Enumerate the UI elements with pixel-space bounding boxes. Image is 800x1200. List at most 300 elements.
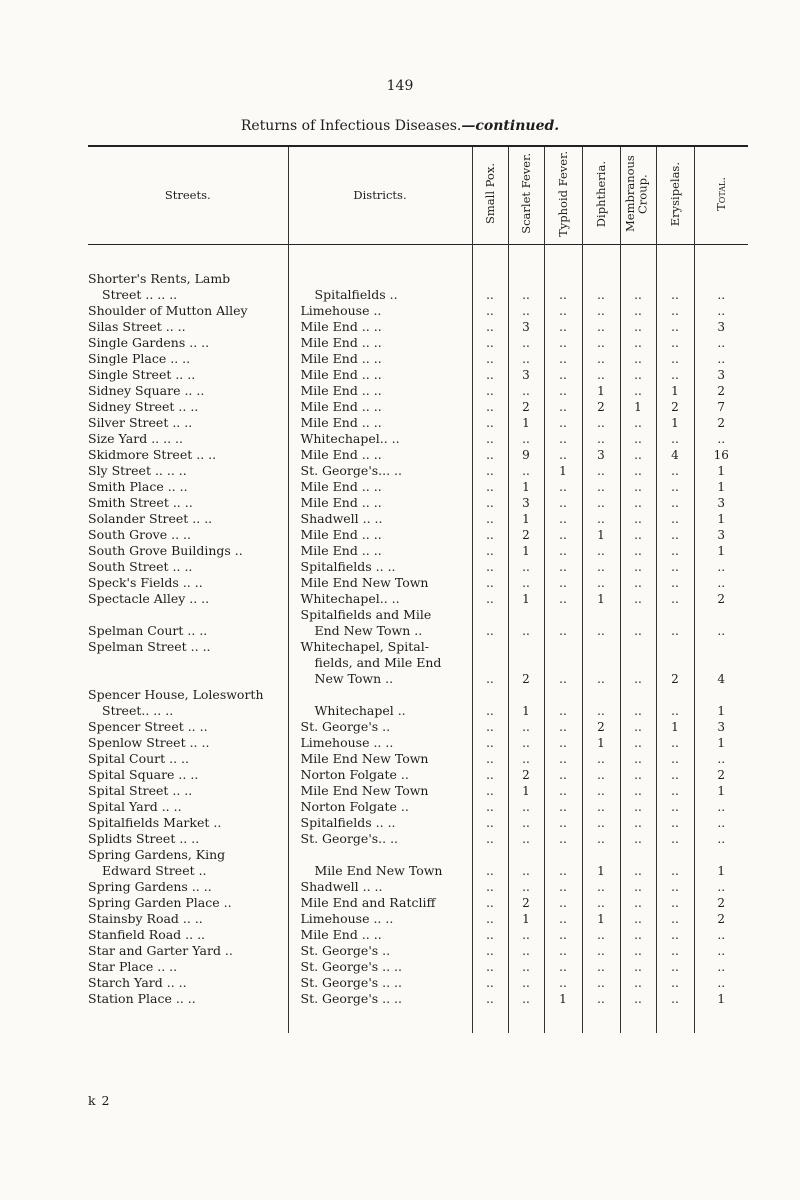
street-cell [88,495,288,511]
table-row [88,911,748,927]
diphtheria-cell: 2 [582,719,620,735]
typhoid-fever-cell: .. [544,639,582,687]
total-cell: 1 [694,543,748,559]
typhoid-fever-cell: .. [544,607,582,639]
membranous-croup-cell: .. [620,751,656,767]
district-cell [288,639,472,687]
district-cell [288,895,472,911]
district-cell [288,591,472,607]
table-row [88,591,748,607]
table-row [88,927,748,943]
typhoid-fever-cell: .. [544,319,582,335]
district-line: Mile End New Town [300,782,429,798]
district-cell [288,959,472,975]
membranous-croup-cell: .. [620,783,656,799]
street-line: Spectacle Alley .. .. [88,590,210,606]
typhoid-fever-cell: .. [544,527,582,543]
diphtheria-cell: .. [582,879,620,895]
membranous-croup-cell: .. [620,991,656,1007]
district-line: New Town .. [314,670,394,686]
district-line: Mile End .. .. [300,350,382,366]
small-pox-cell: .. [472,511,508,527]
erysipelas-cell: .. [656,591,694,607]
diphtheria-cell: .. [582,575,620,591]
table-row [88,319,748,335]
erysipelas-cell: .. [656,879,694,895]
membranous-croup-cell: .. [620,463,656,479]
erysipelas-cell: .. [656,799,694,815]
header-small-pox [472,146,508,244]
erysipelas-cell: .. [656,991,694,1007]
district-cell [288,575,472,591]
street-line: Spelman Court .. .. [88,622,208,638]
district-line: End New Town .. [314,622,423,638]
district-line: Whitechapel, Spital- [300,638,429,654]
street-line: Starch Yard .. .. [88,974,187,990]
typhoid-fever-cell: .. [544,767,582,783]
total-cell: 1 [694,511,748,527]
small-pox-cell: .. [472,463,508,479]
small-pox-cell: .. [472,799,508,815]
total-cell: 4 [694,639,748,687]
diphtheria-cell: .. [582,959,620,975]
street-cell [88,367,288,383]
small-pox-cell: .. [472,575,508,591]
total-cell: .. [694,303,748,319]
street-cell [88,719,288,735]
district-line [301,687,472,703]
spacer-row [88,244,748,271]
street-line: Silver Street .. .. [88,414,193,430]
membranous-croup-cell: .. [620,959,656,975]
total-cell: 3 [694,719,748,735]
typhoid-fever-cell: .. [544,735,582,751]
street-line: Speck's Fields .. .. [88,574,203,590]
membranous-croup-cell: .. [620,831,656,847]
table-row [88,687,748,719]
membranous-croup-cell: .. [620,351,656,367]
diphtheria-cell: .. [582,975,620,991]
diphtheria-cell: .. [582,895,620,911]
street-cell [88,511,288,527]
scarlet-fever-cell: 1 [508,687,544,719]
small-pox-cell: .. [472,639,508,687]
street-cell [88,591,288,607]
typhoid-fever-cell: .. [544,447,582,463]
street-cell [88,975,288,991]
erysipelas-cell: .. [656,335,694,351]
district-cell [288,415,472,431]
membranous-croup-cell: .. [620,687,656,719]
typhoid-fever-cell: .. [544,335,582,351]
table-row [88,351,748,367]
table-row [88,735,748,751]
membranous-croup-cell: 1 [620,399,656,415]
small-pox-cell: .. [472,783,508,799]
street-line: Solander Street .. .. [88,510,213,526]
total-cell: .. [694,927,748,943]
typhoid-fever-cell: .. [544,399,582,415]
table-row [88,751,748,767]
table-row [88,783,748,799]
street-line: Spencer Street .. .. [88,718,208,734]
district-cell [288,463,472,479]
small-pox-cell: .. [472,959,508,975]
scarlet-fever-cell: 1 [508,415,544,431]
small-pox-cell: .. [472,927,508,943]
district-cell [288,367,472,383]
typhoid-fever-cell: .. [544,479,582,495]
street-line: Smith Street .. .. [88,494,193,510]
erysipelas-cell: .. [656,895,694,911]
total-cell: 2 [694,767,748,783]
district-line: fields, and Mile End [314,654,442,670]
scarlet-fever-cell: 3 [508,319,544,335]
scarlet-fever-cell: 2 [508,895,544,911]
street-line: Sidney Square .. .. [88,382,205,398]
district-cell [288,943,472,959]
table-row [88,719,748,735]
table-row [88,639,748,687]
district-cell [288,799,472,815]
street-line: Spital Street .. .. [88,782,193,798]
total-cell: 1 [694,687,748,719]
street-line: Star and Garter Yard .. [88,942,233,958]
scarlet-fever-cell: 9 [508,447,544,463]
scarlet-fever-cell: .. [508,303,544,319]
street-cell [88,879,288,895]
table-row [88,511,748,527]
district-line: Spitalfields .. .. [300,814,396,830]
district-cell [288,607,472,639]
scarlet-fever-cell: .. [508,943,544,959]
membranous-croup-cell: .. [620,639,656,687]
header-streets: Streets. [164,188,211,203]
typhoid-fever-cell: .. [544,975,582,991]
total-cell: .. [694,943,748,959]
street-cell [88,639,288,687]
erysipelas-cell: .. [656,559,694,575]
membranous-croup-cell: .. [620,543,656,559]
erysipelas-cell: .. [656,847,694,879]
typhoid-fever-cell: .. [544,367,582,383]
typhoid-fever-cell: .. [544,799,582,815]
typhoid-fever-cell: .. [544,943,582,959]
street-line: Spenlow Street .. .. [88,734,210,750]
scarlet-fever-cell: .. [508,335,544,351]
table-row [88,399,748,415]
district-cell [288,511,472,527]
scarlet-fever-cell: .. [508,431,544,447]
diphtheria-cell: .. [582,831,620,847]
scarlet-fever-cell: 2 [508,527,544,543]
typhoid-fever-cell: .. [544,591,582,607]
street-line: Spital Square .. .. [88,766,199,782]
membranous-croup-cell: .. [620,575,656,591]
membranous-croup-cell: .. [620,447,656,463]
total-cell: 2 [694,383,748,399]
table-row [88,767,748,783]
scarlet-fever-cell: .. [508,271,544,303]
street-line: Single Place .. .. [88,350,191,366]
header-erysipelas-label: Erysipelas. [667,161,682,226]
small-pox-cell: .. [472,495,508,511]
street-line: Single Street .. .. [88,366,196,382]
scarlet-fever-cell: 1 [508,479,544,495]
street-cell [88,543,288,559]
small-pox-cell: .. [472,479,508,495]
street-cell [88,319,288,335]
district-cell [288,543,472,559]
header-small-pox-label: Small Pox. [482,163,497,225]
table-row [88,271,748,303]
scarlet-fever-cell: 3 [508,367,544,383]
erysipelas-cell: .. [656,319,694,335]
typhoid-fever-cell: 1 [544,991,582,1007]
total-cell: 3 [694,527,748,543]
district-line [301,271,472,287]
typhoid-fever-cell: .. [544,559,582,575]
street-cell [88,479,288,495]
small-pox-cell: .. [472,447,508,463]
street-cell [88,799,288,815]
district-cell [288,399,472,415]
diphtheria-cell: .. [582,783,620,799]
table-body [88,244,748,1033]
district-cell [288,783,472,799]
small-pox-cell: .. [472,543,508,559]
table-row [88,431,748,447]
district-line: Mile End New Town [314,862,443,878]
small-pox-cell: .. [472,719,508,735]
street-line: Spitalfields Market .. [88,814,222,830]
erysipelas-cell: .. [656,367,694,383]
table-header [88,146,748,244]
small-pox-cell: .. [472,303,508,319]
erysipelas-cell: .. [656,735,694,751]
membranous-croup-cell: .. [620,767,656,783]
scarlet-fever-cell: .. [508,735,544,751]
district-cell [288,927,472,943]
erysipelas-cell: .. [656,351,694,367]
membranous-croup-cell: .. [620,879,656,895]
typhoid-fever-cell: .. [544,831,582,847]
small-pox-cell: .. [472,767,508,783]
diphtheria-cell: .. [582,303,620,319]
small-pox-cell: .. [472,351,508,367]
diphtheria-cell: .. [582,751,620,767]
page-signature: k 2 [88,1093,111,1108]
district-line: Mile End .. .. [300,366,382,382]
erysipelas-cell: .. [656,975,694,991]
scarlet-fever-cell: .. [508,959,544,975]
scarlet-fever-cell: 1 [508,783,544,799]
scarlet-fever-cell: .. [508,831,544,847]
scarlet-fever-cell: 2 [508,767,544,783]
diphtheria-cell: .. [582,943,620,959]
erysipelas-cell: 4 [656,447,694,463]
membranous-croup-cell: .. [620,527,656,543]
street-line: Stainsby Road .. .. [88,910,203,926]
district-cell [288,351,472,367]
membranous-croup-cell: .. [620,943,656,959]
table-row [88,415,748,431]
district-line: Mile End .. .. [300,414,382,430]
diphtheria-cell: 1 [582,591,620,607]
small-pox-cell: .. [472,911,508,927]
membranous-croup-cell: .. [620,431,656,447]
membranous-croup-cell: .. [620,479,656,495]
street-cell [88,831,288,847]
total-cell: .. [694,431,748,447]
diphtheria-cell: .. [582,927,620,943]
scarlet-fever-cell: .. [508,815,544,831]
table-row [88,463,748,479]
street-cell [88,271,288,303]
street-line: Skidmore Street .. .. [88,446,217,462]
table-row [88,991,748,1007]
scarlet-fever-cell: 1 [508,591,544,607]
typhoid-fever-cell: .. [544,895,582,911]
district-line: St. George's.. .. [300,830,399,846]
erysipelas-cell: .. [656,607,694,639]
district-cell [288,495,472,511]
small-pox-cell: .. [472,751,508,767]
total-cell: 1 [694,783,748,799]
total-cell: .. [694,959,748,975]
erysipelas-cell: 1 [656,415,694,431]
street-line: Size Yard .. .. .. [88,430,183,446]
typhoid-fever-cell: .. [544,495,582,511]
district-cell [288,831,472,847]
diphtheria-cell: .. [582,767,620,783]
infectious-diseases-table [88,145,748,1033]
total-cell: 2 [694,415,748,431]
diphtheria-cell: .. [582,495,620,511]
street-cell [88,959,288,975]
table-row [88,879,748,895]
erysipelas-cell: .. [656,831,694,847]
district-cell [288,767,472,783]
table-row [88,815,748,831]
page-title [0,118,800,134]
table-row [88,831,748,847]
district-cell [288,271,472,303]
total-cell: .. [694,815,748,831]
small-pox-cell: .. [472,431,508,447]
street-cell [88,431,288,447]
street-line: Spital Court .. .. [88,750,189,766]
small-pox-cell: .. [472,383,508,399]
street-cell [88,767,288,783]
header-total-label: Total. [713,176,728,211]
district-cell [288,991,472,1007]
diphtheria-cell: .. [582,815,620,831]
membranous-croup-cell: .. [620,367,656,383]
street-cell [88,911,288,927]
district-line: Shadwell .. .. [300,510,383,526]
district-cell [288,975,472,991]
diphtheria-cell: .. [582,991,620,1007]
erysipelas-cell: 2 [656,399,694,415]
total-cell: 3 [694,319,748,335]
district-line: St. George's .. .. [300,958,403,974]
street-cell [88,527,288,543]
street-line: Silas Street .. .. [88,318,186,334]
total-cell: 1 [694,479,748,495]
district-line: Whitechapel.. .. [300,590,400,606]
total-cell: 1 [694,735,748,751]
district-line: Spitalfields .. [314,286,398,302]
table-row [88,447,748,463]
membranous-croup-cell: .. [620,495,656,511]
table-row [88,799,748,815]
street-line: Sly Street .. .. .. [88,462,187,478]
small-pox-cell: .. [472,847,508,879]
membranous-croup-cell: .. [620,319,656,335]
district-line: Spitalfields and Mile [300,606,432,622]
diphtheria-cell: .. [582,639,620,687]
membranous-croup-cell: .. [620,815,656,831]
total-cell: .. [694,879,748,895]
membranous-croup-cell: .. [620,335,656,351]
small-pox-cell: .. [472,831,508,847]
street-line: Street .. .. .. [102,286,178,302]
district-cell [288,847,472,879]
total-cell: .. [694,559,748,575]
total-cell: 3 [694,495,748,511]
district-cell [288,447,472,463]
diphtheria-cell: .. [582,687,620,719]
district-line: Mile End New Town [300,574,429,590]
street-line: South Grove .. .. [88,526,191,542]
membranous-croup-cell: .. [620,847,656,879]
scarlet-fever-cell: .. [508,847,544,879]
small-pox-cell: .. [472,943,508,959]
district-line: Mile End .. .. [300,542,382,558]
diphtheria-cell: 1 [582,911,620,927]
typhoid-fever-cell: .. [544,751,582,767]
membranous-croup-cell: .. [620,911,656,927]
street-line: Spring Garden Place .. [88,894,232,910]
district-cell [288,303,472,319]
total-cell: 2 [694,591,748,607]
street-cell [88,303,288,319]
typhoid-fever-cell: .. [544,719,582,735]
erysipelas-cell: .. [656,767,694,783]
district-line: Mile End New Town [300,750,429,766]
street-line: Street.. .. .. [102,702,174,718]
street-cell [88,383,288,399]
typhoid-fever-cell: .. [544,303,582,319]
district-cell [288,479,472,495]
diphtheria-cell: .. [582,511,620,527]
street-line [88,655,284,671]
header-scarlet-fever [508,146,544,244]
erysipelas-cell: .. [656,911,694,927]
total-cell: 16 [694,447,748,463]
scarlet-fever-cell: .. [508,991,544,1007]
district-line: Mile End and Ratcliff [300,894,436,910]
scarlet-fever-cell: 3 [508,495,544,511]
total-cell: .. [694,351,748,367]
erysipelas-cell: .. [656,527,694,543]
diphtheria-cell: 3 [582,447,620,463]
total-cell: .. [694,799,748,815]
street-line: Station Place .. .. [88,990,196,1006]
table-row [88,479,748,495]
erysipelas-cell: .. [656,575,694,591]
